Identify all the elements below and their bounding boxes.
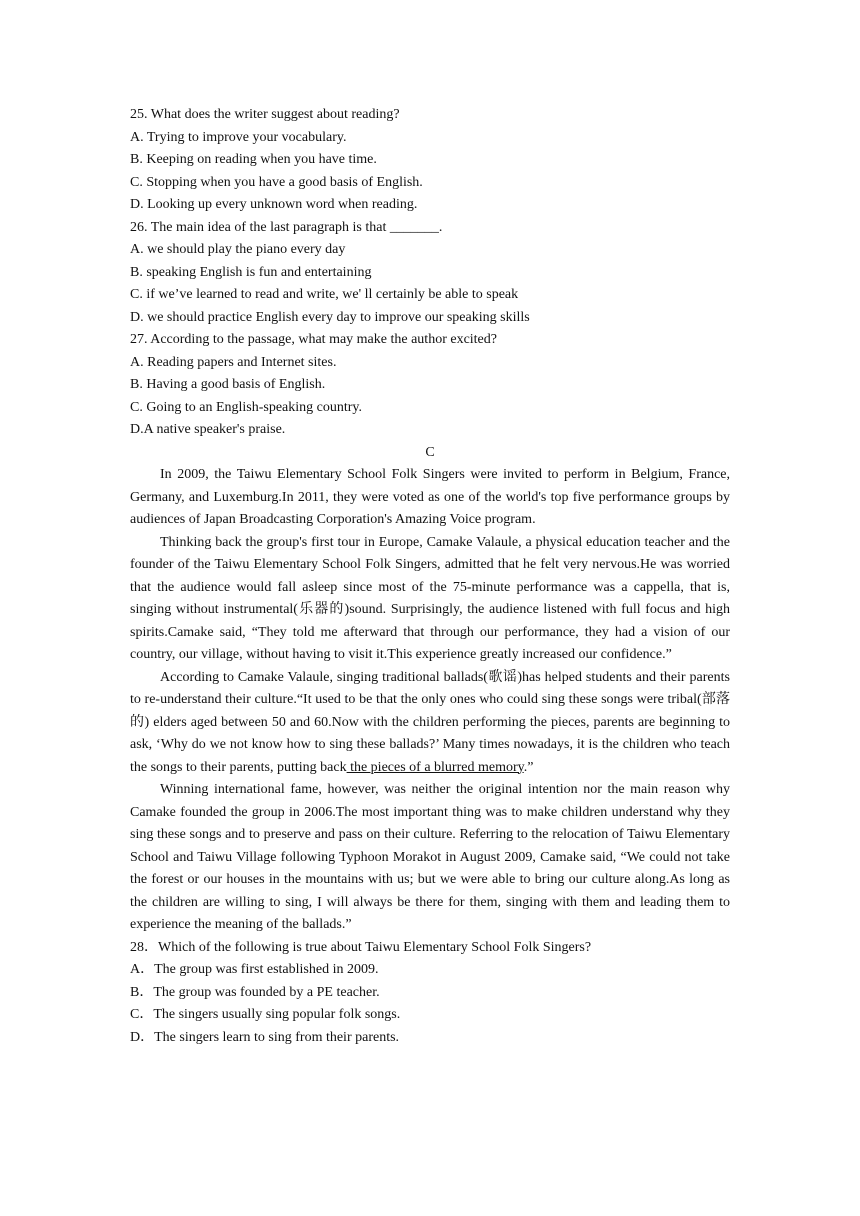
option-27-c: C. Going to an English-speaking country. xyxy=(130,399,363,415)
option-26-a: A. we should play the piano every day xyxy=(130,242,346,257)
question-28: 28．Which of the following is true about Taiwu Elementary School Folk Singers? xyxy=(130,939,592,955)
question-26: 26. The main idea of the last paragraph is that _______. xyxy=(130,219,443,235)
paragraph-3-text: According to Camake Valaule, singing traditional ballads(歌谣)has helped students and their parents to re-understand their culture.“It used to be that the only ones who could sing these songs were tribal(部落的) elders aged between 50 and 60.Now with the children performing the pieces, parents are beginning to ask, ‘Why do we not know how to sing these ballads?’ Many times nowadays, it is the children who teach the songs to their parents, putting back xyxy=(130,669,730,775)
option-26-d: D. we should practice English every day to improve our speaking skills xyxy=(130,309,530,325)
option-28-c: C．The singers usually sing popular folk songs. xyxy=(130,1007,401,1022)
option-25-c: C. Stopping when you have a good basis of English. xyxy=(130,174,423,190)
option-25-d: D. Looking up every unknown word when reading. xyxy=(130,197,418,212)
question-27: 27. According to the passage, what may make the author excited? xyxy=(130,332,497,347)
option-26-c: C. if we’ve learned to read and write, we' ll certainly be able to speak xyxy=(130,287,519,302)
option-27-b: B. Having a good basis of English. xyxy=(130,377,326,392)
option-28-a: A．The group was first established in 2009. xyxy=(130,962,379,977)
option-25-b: B. Keeping on reading when you have time. xyxy=(130,152,377,167)
option-25-a: A. Trying to improve your vocabulary. xyxy=(130,129,347,145)
section-label: C xyxy=(425,444,435,460)
passage-paragraph-4: Winning international fame, however, was neither the original intention nor the main reason why Camake founded the group in 2006.The most important thing was to make children understand why they sing these songs and to preserve and pass on their culture. Referring to the relocation of Taiwu Elementary School and Taiwu Village following Typhoon Morakot in August 2009, Camake said, “We could not take the forest or our houses in the mountains with us; but we were able to bring our culture along.As long as the children are willing to sing, I will always be there for them, singing with them and leading them to experience the meaning of the ballads.” xyxy=(130,782,730,932)
option-28-d: D．The singers learn to sing from their parents. xyxy=(130,1029,400,1045)
passage-paragraph-2: Thinking back the group's first tour in Europe, Camake Valaule, a physical education teacher and the founder of the Taiwu Elementary School Folk Singers, admitted that he felt very nervous.He was worried that the audience would fall asleep since most of the 75-minute performance was a cappella, that is, singing without instrumental(乐器的)sound. Surprisingly, the audience listened with full focus and high spirits.Camake said, “They told me afterward that through our performance, they had a vision of our country, our village, without having to visit it.This experience greatly increased our confidence.” xyxy=(130,534,730,662)
paragraph-3-end: .” xyxy=(523,759,534,775)
option-26-b: B. speaking English is fun and entertaining xyxy=(130,264,372,280)
document-page xyxy=(130,104,730,1049)
underlined-phrase: the pieces of a blurred memory xyxy=(346,759,524,775)
passage-paragraph-3 xyxy=(130,667,730,780)
option-27-d: D.A native speaker's praise. xyxy=(130,422,286,437)
question-25: 25. What does the writer suggest about reading? xyxy=(130,107,400,122)
option-28-b: B．The group was founded by a PE teacher. xyxy=(130,984,380,1000)
passage-paragraph-1: In 2009, the Taiwu Elementary School Folk Singers were invited to perform in Belgium, France, Germany, and Luxemburg.In 2011, they were voted as one of the world's top five performance groups by audiences of Japan Broadcasting Corporation's Amazing Voice program. xyxy=(130,467,730,527)
option-27-a: A. Reading papers and Internet sites. xyxy=(130,354,337,370)
